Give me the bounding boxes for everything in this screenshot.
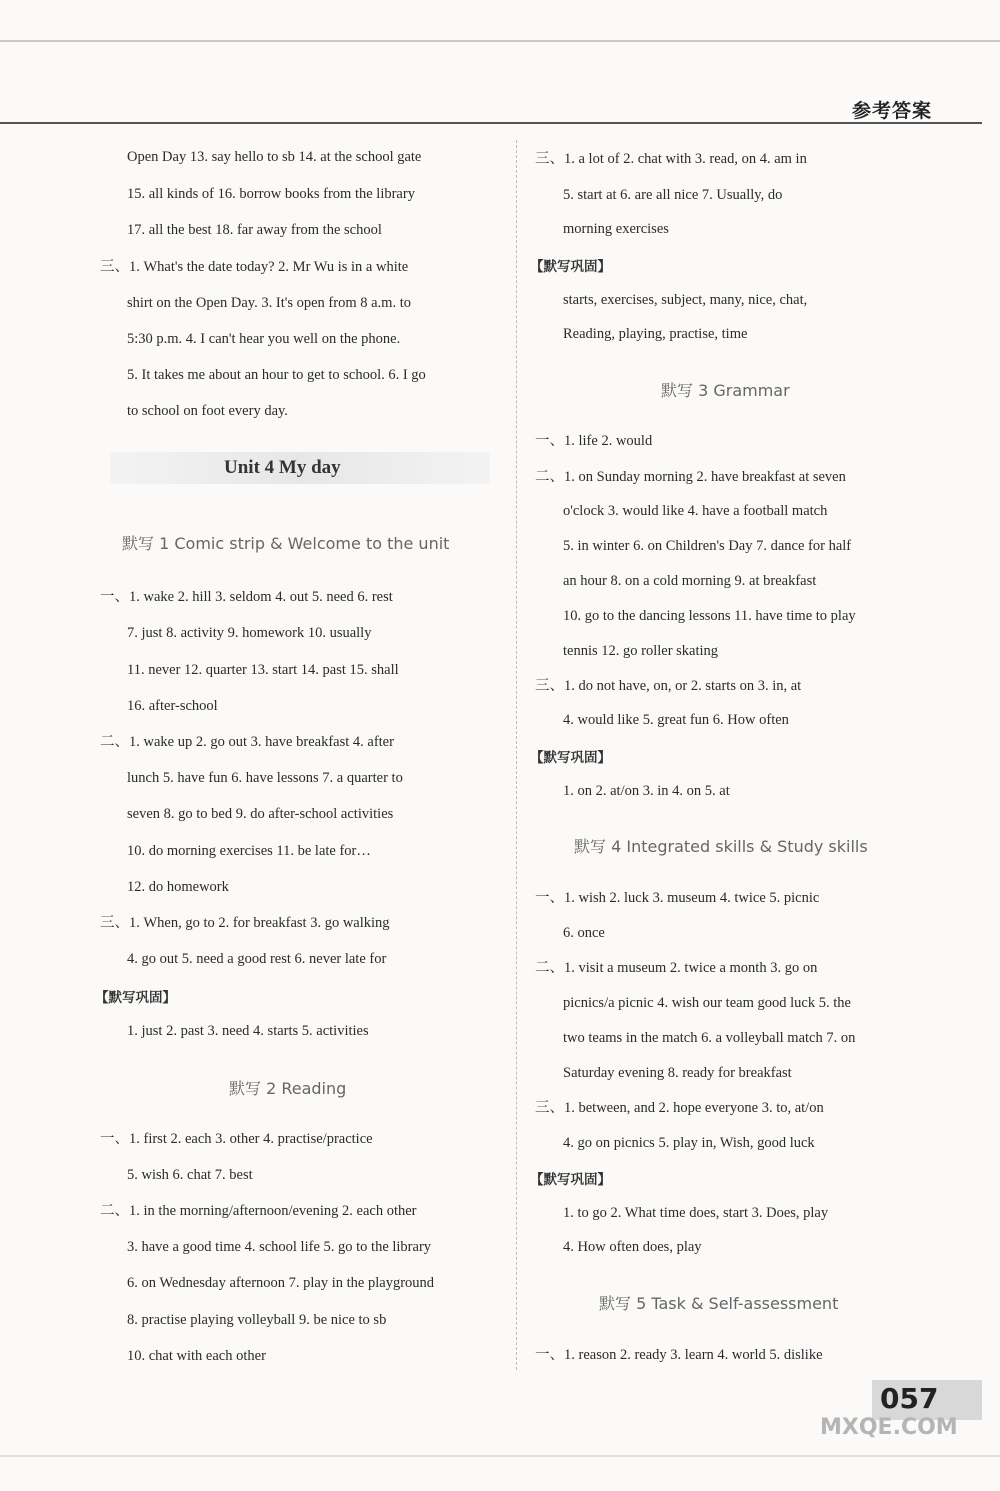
text-line: 三、1. do not have, on, or 2. starts on 3. in, at [535, 678, 802, 694]
text-line: 5. It takes me about an hour to get to school. 6. I go [127, 367, 426, 383]
text-line: 5:30 p.m. 4. I can't hear you well on the phone. [127, 331, 401, 347]
text-line: picnics/a picnic 4. wish our team good luck 5. the [563, 995, 851, 1011]
text-line: 三、1. between, and 2. hope everyone 3. to, at/on [535, 1100, 824, 1116]
section-title: 默写 4 Integrated skills & Study skills [574, 837, 868, 856]
text-line: starts, exercises, subject, many, nice, chat, [563, 292, 808, 308]
text-line: 一、1. reason 2. ready 3. learn 4. world 5. dislike [535, 1347, 823, 1363]
text-line: 16. after-school [127, 698, 218, 714]
review-tag: 【默写巩固】 [530, 1172, 611, 1188]
text-line: 一、1. first 2. each 3. other 4. practise/practice [100, 1131, 373, 1147]
text-line: 4. go on picnics 5. play in, Wish, good luck [563, 1135, 815, 1151]
text-line: 3. have a good time 4. school life 5. go to the library [127, 1239, 432, 1255]
column-divider [516, 140, 517, 1370]
text-line: 二、1. visit a museum 2. twice a month 3. go on [535, 960, 818, 976]
text-line: shirt on the Open Day. 3. It's open from 8 a.m. to [127, 295, 411, 311]
header-rule [0, 122, 982, 124]
text-line: 12. do homework [127, 879, 229, 895]
section-title: 默写 3 Grammar [661, 381, 790, 400]
text-line: 1. on 2. at/on 3. in 4. on 5. at [563, 783, 730, 799]
text-line: 6. on Wednesday afternoon 7. play in the playground [127, 1275, 435, 1291]
text-line: 二、1. wake up 2. go out 3. have breakfast 4. after [100, 734, 394, 750]
text-line: 17. all the best 18. far away from the school [127, 222, 382, 238]
text-line: 10. go to the dancing lessons 11. have time to play [563, 608, 856, 624]
section-title: 默写 5 Task & Self-assessment [599, 1294, 839, 1313]
text-line: 一、1. life 2. would [535, 433, 653, 449]
text-line: two teams in the match 6. a volleyball match 7. on [563, 1030, 856, 1046]
review-tag: 【默写巩固】 [530, 750, 611, 766]
section-title: 默写 2 Reading [229, 1079, 347, 1098]
text-line: seven 8. go to bed 9. do after-school activities [127, 806, 394, 822]
text-line: o'clock 3. would like 4. have a football match [563, 503, 828, 519]
text-line: 1. just 2. past 3. need 4. starts 5. activities [127, 1023, 369, 1039]
text-line: 4. go out 5. need a good rest 6. never late for [127, 951, 387, 967]
text-line: 10. do morning exercises 11. be late for… [127, 843, 371, 859]
text-line: an hour 8. on a cold morning 9. at breakfast [563, 573, 817, 589]
section-title: 默写 1 Comic strip & Welcome to the unit [122, 534, 450, 553]
text-line: 二、1. in the morning/afternoon/evening 2. each other [100, 1203, 417, 1219]
text-line: 1. to go 2. What time does, start 3. Does, play [563, 1205, 829, 1221]
text-line: 11. never 12. quarter 13. start 14. past 15. shall [127, 662, 399, 678]
unit-title: Unit 4 My day [224, 457, 341, 478]
text-line: 4. How often does, play [563, 1239, 702, 1255]
text-line: Open Day 13. say hello to sb 14. at the school gate [127, 149, 422, 165]
watermark: MXQE.COM [820, 1415, 958, 1440]
page-number: 057 [880, 1382, 939, 1415]
top-rule [0, 40, 1000, 42]
text-line: 10. chat with each other [127, 1348, 266, 1364]
text-line: tennis 12. go roller skating [563, 643, 719, 659]
text-line: 三、1. What's the date today? 2. Mr Wu is in a white [100, 259, 409, 275]
text-line: 二、1. on Sunday morning 2. have breakfast at seven [535, 469, 846, 485]
text-line: 7. just 8. activity 9. homework 10. usually [127, 625, 372, 641]
review-tag: 【默写巩固】 [530, 259, 611, 275]
text-line: morning exercises [563, 221, 669, 237]
text-line: 5. in winter 6. on Children's Day 7. dance for half [563, 538, 852, 554]
text-line: 一、1. wish 2. luck 3. museum 4. twice 5. picnic [535, 890, 820, 906]
text-line: 5. start at 6. are all nice 7. Usually, do [563, 187, 783, 203]
text-line: to school on foot every day. [127, 403, 288, 419]
text-line: Reading, playing, practise, time [563, 326, 748, 342]
text-line: 5. wish 6. chat 7. best [127, 1167, 253, 1183]
text-line: 15. all kinds of 16. borrow books from the library [127, 186, 415, 202]
text-line: 一、1. wake 2. hill 3. seldom 4. out 5. need 6. rest [100, 589, 393, 605]
page-number-box [872, 1380, 982, 1420]
page-header-title: 参考答案 [851, 100, 932, 122]
text-line: lunch 5. have fun 6. have lessons 7. a quarter to [127, 770, 403, 786]
bottom-rule [0, 1455, 1000, 1457]
text-line: 6. once [563, 925, 605, 941]
text-line: Saturday evening 8. ready for breakfast [563, 1065, 792, 1081]
text-line: 4. would like 5. great fun 6. How often [563, 712, 789, 728]
text-line: 8. practise playing volleyball 9. be nice to sb [127, 1312, 387, 1328]
text-line: 三、1. When, go to 2. for breakfast 3. go walking [100, 915, 390, 931]
text-line: 三、1. a lot of 2. chat with 3. read, on 4. am in [535, 151, 807, 167]
review-tag: 【默写巩固】 [95, 990, 176, 1006]
